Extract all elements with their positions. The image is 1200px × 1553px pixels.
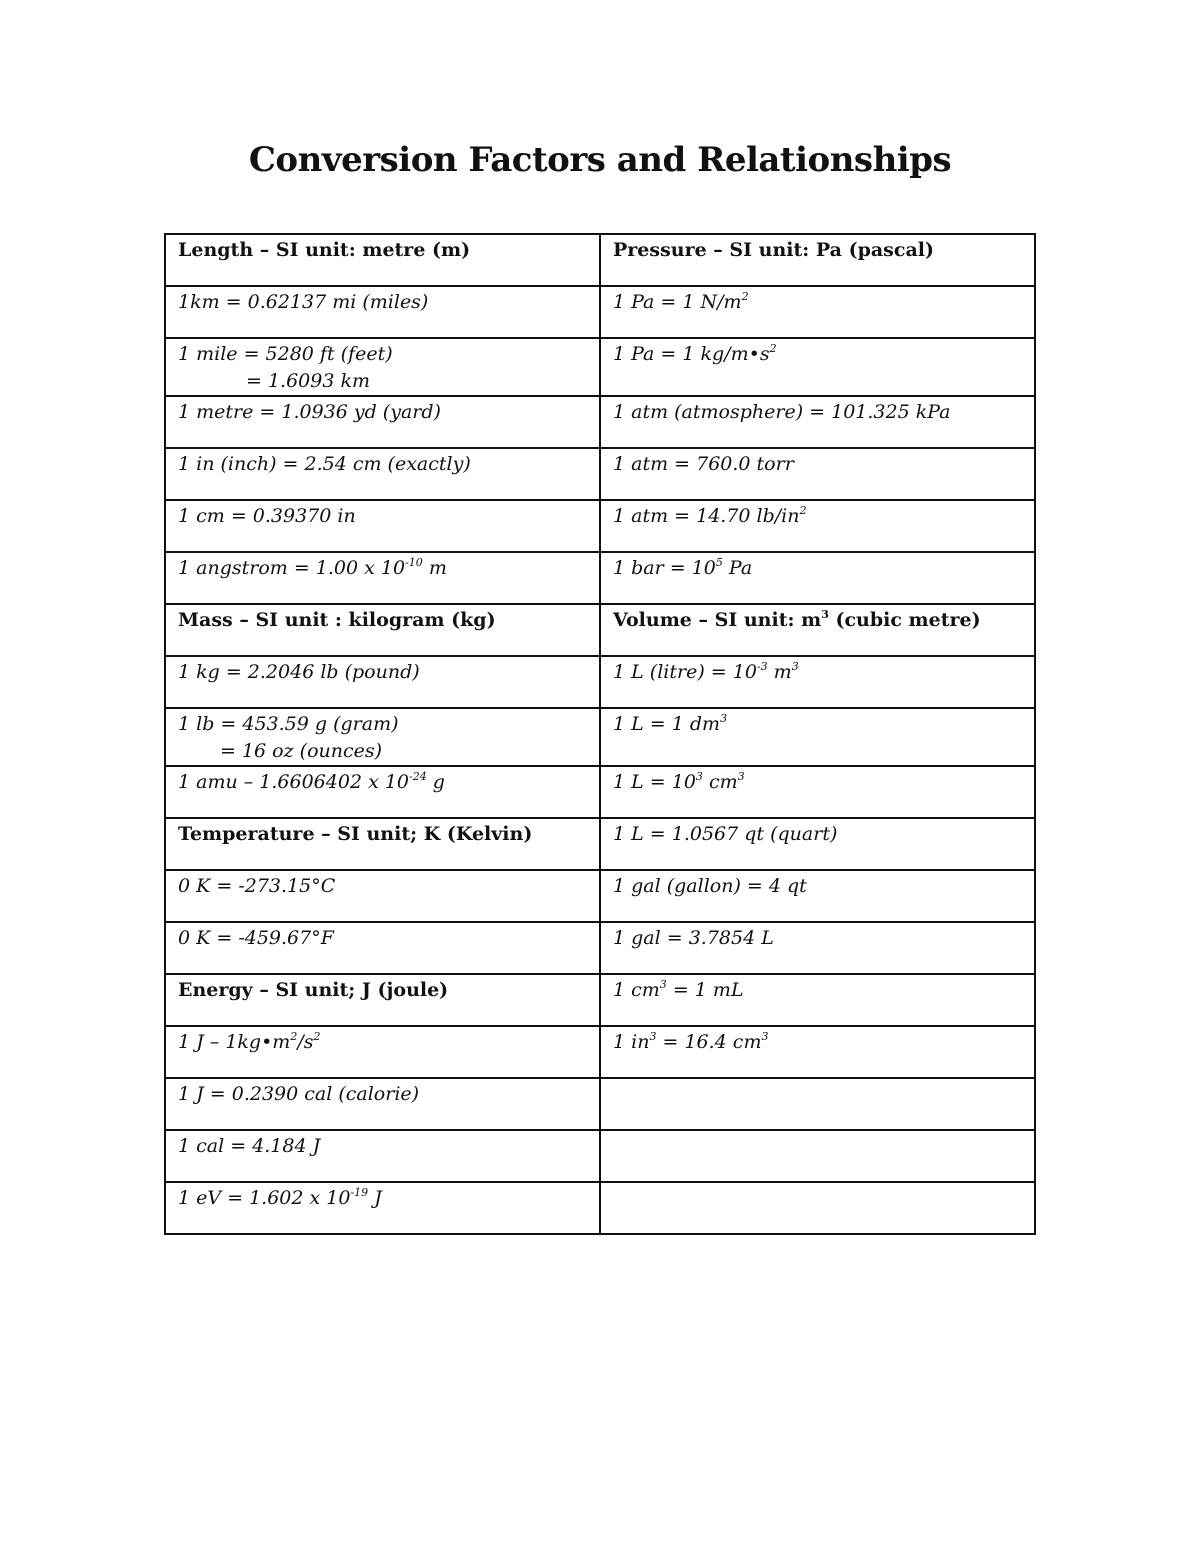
conversion-cell [165,922,600,974]
text-segment: 1 L = 1 dm [613,713,721,735]
text-segment: Volume – SI unit: m [613,609,822,631]
superscript-exponent: 3 [720,712,728,725]
table-row [165,234,1035,286]
section-header-cell [600,604,1035,656]
text-segment: = 16.4 cm [656,1031,762,1053]
table-row [165,396,1035,448]
conversion-cell [165,396,600,448]
conversion-text [613,341,1034,368]
conversion-cell [165,766,600,818]
text-segment: 1 L = 10 [613,771,696,793]
section-header-cell [165,604,600,656]
superscript-exponent: 2 [313,1030,321,1043]
superscript-exponent: -24 [409,770,427,783]
text-segment: 1 eV = 1.602 x 10 [178,1187,351,1209]
conversion-text [178,711,599,738]
superscript-exponent: 3 [659,978,667,991]
superscript-exponent: 3 [821,608,829,621]
conversion-cell [165,1026,600,1078]
text-segment: 1 angstrom = 1.00 x 10 [178,557,406,579]
text-segment: 1 J = 0.2390 cal (calorie) [178,1083,420,1105]
superscript-exponent: -3 [756,660,768,673]
empty-cell [600,1182,1035,1234]
text-segment: 1 amu – 1.6606402 x 10 [178,771,410,793]
conversion-cell [165,552,600,604]
section-header-text [178,607,599,634]
text-segment: m [422,557,447,579]
superscript-exponent: 3 [791,660,799,673]
conversion-text [613,289,1034,316]
text-segment: 1 L (litre) = 10 [613,661,757,683]
conversion-text [178,659,599,686]
text-segment: g [426,771,445,793]
text-segment: 1 L = 1.0567 qt (quart) [613,823,838,845]
section-header-text [178,237,599,264]
conversion-cell [600,818,1035,870]
conversion-text [178,1029,599,1056]
conversion-cell [165,286,600,338]
conversion-text [178,769,599,796]
superscript-exponent: 3 [761,1030,769,1043]
text-segment: 1 Pa = 1 kg/m•s [613,343,770,365]
text-segment: = 16 oz (ounces) [220,740,383,762]
text-segment: Temperature – SI unit; K (Kelvin) [178,823,533,845]
text-segment: 1 gal (gallon) = 4 qt [613,875,807,897]
table-row [165,922,1035,974]
conversion-cell [165,708,600,766]
conversion-text [613,821,1034,848]
section-header-text [178,821,599,848]
table-row [165,552,1035,604]
section-header-text [178,977,599,1004]
text-segment: 1km = 0.62137 mi (miles) [178,291,429,313]
conversion-text [613,399,1034,426]
empty-cell [600,1130,1035,1182]
text-segment: Mass – SI unit : kilogram (kg) [178,609,496,631]
table-row [165,338,1035,396]
text-segment: /s [297,1031,314,1053]
conversion-cell [600,396,1035,448]
conversion-cell [600,922,1035,974]
table-row [165,286,1035,338]
text-segment: 1 mile = 5280 ft (feet) [178,343,393,365]
conversion-cell [600,870,1035,922]
text-segment: 1 J – 1kg•m [178,1031,291,1053]
text-segment: 1 atm = 760.0 torr [613,453,794,475]
table-row [165,974,1035,1026]
conversion-cell [600,708,1035,766]
text-segment: m [767,661,792,683]
superscript-exponent: 3 [737,770,745,783]
text-segment: 1 bar = 10 [613,557,716,579]
text-segment: cm [702,771,738,793]
table-row [165,1026,1035,1078]
conversion-text [178,873,599,900]
conversion-text [613,659,1034,686]
table-row [165,708,1035,766]
text-segment: 1 kg = 2.2046 lb (pound) [178,661,420,683]
conversion-text [178,289,599,316]
conversion-text [178,503,599,530]
conversion-cell [165,1182,600,1234]
text-segment: 1 Pa = 1 N/m [613,291,742,313]
conversion-text [178,925,599,952]
table-row [165,604,1035,656]
table-row [165,1130,1035,1182]
superscript-exponent: 3 [649,1030,657,1043]
conversion-cell [165,500,600,552]
conversion-cell [600,338,1035,396]
section-header-text [613,607,1034,634]
superscript-exponent: 3 [695,770,703,783]
section-header-text [613,237,1034,264]
section-header-cell [600,234,1035,286]
text-segment: 0 K = -273.15°C [178,875,336,897]
table-row [165,1182,1035,1234]
superscript-exponent: -19 [350,1186,369,1199]
text-segment: Pa [722,557,753,579]
text-segment: 1 in [613,1031,650,1053]
table-row [165,656,1035,708]
text-segment: J [368,1187,382,1209]
table-row [165,766,1035,818]
superscript-exponent: 2 [290,1030,298,1043]
conversion-cell [165,338,600,396]
empty-cell [600,1078,1035,1130]
conversion-text [178,399,599,426]
conversion-text [613,925,1034,952]
text-segment: = 1.6093 km [246,370,371,392]
conversion-cell [165,1130,600,1182]
text-segment: (cubic metre) [828,609,981,631]
conversion-text [613,451,1034,478]
conversion-table-body [165,234,1035,1234]
table-row [165,1078,1035,1130]
conversion-text [178,1133,599,1160]
text-segment: Length – SI unit: metre (m) [178,239,471,261]
table-row [165,500,1035,552]
conversion-cell [600,500,1035,552]
conversion-cell [165,870,600,922]
page-title: Conversion Factors and Relationships [248,140,952,180]
text-segment: = 1 mL [666,979,744,1001]
text-segment: 0 K = -459.67°F [178,927,334,949]
text-segment: 1 atm = 14.70 lb/in [613,505,800,527]
superscript-exponent: 2 [799,504,807,517]
conversion-text [613,977,1034,1004]
text-segment: 1 cm [613,979,660,1001]
table-row [165,870,1035,922]
conversion-cell [165,656,600,708]
text-segment: 1 atm (atmosphere) = 101.325 kPa [613,401,951,423]
conversion-text [178,451,599,478]
conversion-text [178,738,599,765]
conversion-text [613,711,1034,738]
conversion-cell [165,1078,600,1130]
superscript-exponent: 5 [715,556,723,569]
text-segment: 1 in (inch) = 2.54 cm (exactly) [178,453,471,475]
conversion-cell [600,1026,1035,1078]
conversion-text [613,1029,1034,1056]
conversion-text [178,555,599,582]
text-segment: 1 gal = 3.7854 L [613,927,774,949]
superscript-exponent: 2 [741,290,749,303]
superscript-exponent: 2 [769,342,777,355]
table-row [165,448,1035,500]
conversion-cell [600,552,1035,604]
conversion-text [613,769,1034,796]
text-segment: Pressure – SI unit: Pa (pascal) [613,239,934,261]
section-header-cell [165,974,600,1026]
text-segment: Energy – SI unit; J (joule) [178,979,449,1001]
conversion-cell [600,286,1035,338]
section-header-cell [165,818,600,870]
conversion-cell [600,448,1035,500]
conversion-text [178,341,599,368]
conversion-cell [165,448,600,500]
section-header-cell [165,234,600,286]
conversion-text [178,1081,599,1108]
table-row [165,818,1035,870]
text-segment: 1 lb = 453.59 g (gram) [178,713,399,735]
conversion-text [178,368,599,395]
conversion-cell [600,974,1035,1026]
conversion-text [613,503,1034,530]
conversion-table [164,233,1036,1235]
conversion-text [613,555,1034,582]
conversion-cell [600,656,1035,708]
conversion-text [613,873,1034,900]
conversion-cell [600,766,1035,818]
text-segment: 1 metre = 1.0936 yd (yard) [178,401,441,423]
superscript-exponent: -10 [405,556,423,569]
text-segment: 1 cm = 0.39370 in [178,505,356,527]
text-segment: 1 cal = 4.184 J [178,1135,321,1157]
conversion-text [178,1185,599,1212]
